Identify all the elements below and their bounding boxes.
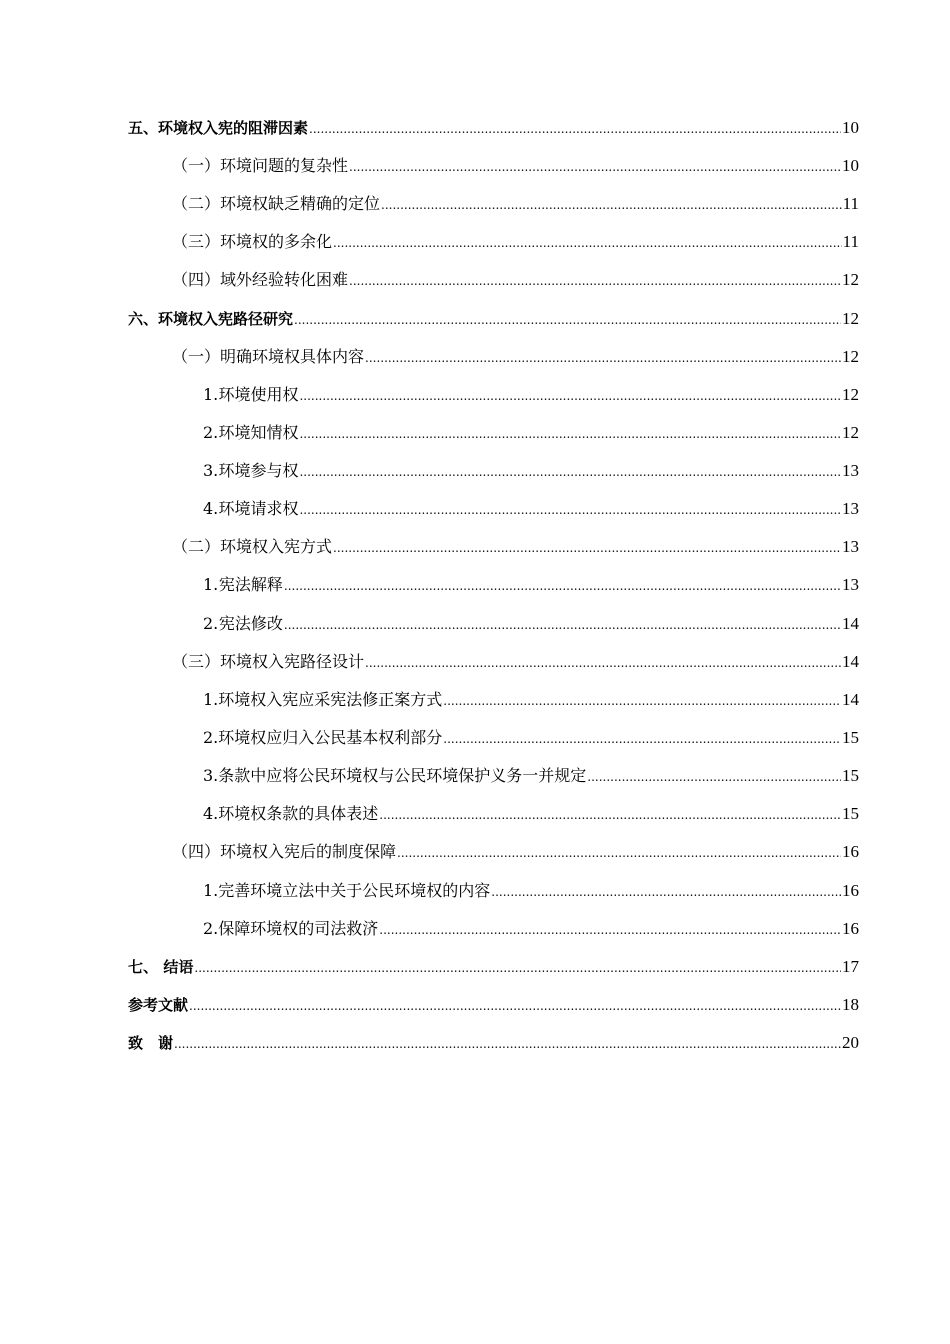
toc-entry[interactable] bbox=[203, 612, 859, 636]
dot-leader bbox=[587, 765, 841, 789]
toc-entry[interactable] bbox=[203, 573, 859, 597]
toc-entry[interactable] bbox=[172, 840, 859, 864]
toc-entry-number: （一） bbox=[172, 347, 221, 366]
dot-leader bbox=[365, 651, 841, 675]
toc-entry[interactable] bbox=[128, 116, 859, 140]
dot-leader bbox=[365, 346, 841, 370]
toc-entry-title: 环境权入宪路径研究 bbox=[158, 310, 294, 328]
dot-leader bbox=[379, 803, 841, 827]
toc-entry[interactable] bbox=[203, 764, 859, 788]
toc-entry-number: （三） bbox=[172, 652, 221, 671]
toc-entry-page: 12 bbox=[842, 385, 859, 404]
toc-entry-page: 20 bbox=[842, 1033, 859, 1052]
toc-entry-page: 10 bbox=[842, 156, 859, 175]
toc-entry[interactable] bbox=[128, 955, 859, 979]
toc-entry-number: 2. bbox=[203, 728, 219, 747]
dot-leader bbox=[284, 574, 841, 598]
toc-entry[interactable] bbox=[128, 307, 859, 331]
toc-entry-page: 16 bbox=[842, 842, 859, 861]
toc-entry-number: 五、 bbox=[128, 119, 159, 137]
toc-entry-title: 环境权入宪路径设计 bbox=[220, 652, 365, 671]
toc-entry-page: 15 bbox=[842, 728, 859, 747]
toc-entry[interactable] bbox=[203, 421, 859, 445]
toc-entry[interactable] bbox=[172, 345, 859, 369]
toc-entry[interactable] bbox=[172, 268, 859, 292]
toc-entry-title: 宪法修改 bbox=[218, 614, 283, 633]
dot-leader bbox=[189, 994, 841, 1018]
toc-entry-title: 环境权的多余化 bbox=[220, 232, 333, 251]
toc-entry[interactable] bbox=[128, 993, 859, 1017]
toc-entry-number: （四） bbox=[172, 842, 221, 861]
dot-leader bbox=[443, 727, 841, 751]
toc-entry-title: 结语 bbox=[163, 958, 194, 976]
toc-entry[interactable] bbox=[128, 1031, 859, 1055]
toc-entry-number: 4. bbox=[203, 499, 219, 518]
toc-entry[interactable] bbox=[203, 459, 859, 483]
dot-leader bbox=[309, 117, 841, 141]
dot-leader bbox=[349, 269, 841, 293]
toc-entry-title: 宪法解释 bbox=[218, 575, 283, 594]
toc-entry-page: 13 bbox=[842, 499, 859, 518]
toc-entry-number: 3. bbox=[203, 766, 219, 785]
toc-entry-title: 环境权入宪后的制度保障 bbox=[220, 842, 397, 861]
toc-entry-number: 1. bbox=[203, 690, 219, 709]
toc-entry-title: 完善环境立法中关于公民环境权的内容 bbox=[218, 881, 491, 900]
toc-entry-page: 14 bbox=[842, 690, 859, 709]
toc-entry[interactable] bbox=[203, 726, 859, 750]
toc-entry-page: 15 bbox=[842, 804, 859, 823]
toc-entry-title: 环境权应归入公民基本权利部分 bbox=[218, 728, 443, 747]
toc-entry-page: 17 bbox=[842, 957, 859, 976]
toc-entry-page: 13 bbox=[842, 537, 859, 556]
toc-entry-title: 环境权入宪的阻滞因素 bbox=[158, 119, 309, 137]
toc-entry-number: 2. bbox=[203, 423, 219, 442]
toc-entry-title: 环境权条款的具体表述 bbox=[218, 804, 379, 823]
toc-entry-title: 环境参与权 bbox=[218, 461, 299, 480]
toc-entry-title: 环境使用权 bbox=[218, 385, 299, 404]
toc-entry[interactable] bbox=[203, 383, 859, 407]
toc-entry-number: （四） bbox=[172, 270, 221, 289]
toc-entry-number: 2. bbox=[203, 919, 219, 938]
dot-leader bbox=[379, 918, 841, 942]
toc-entry-page: 16 bbox=[842, 919, 859, 938]
dot-leader bbox=[443, 689, 841, 713]
toc-entry-title: 致 谢 bbox=[128, 1034, 174, 1052]
dot-leader bbox=[349, 155, 841, 179]
toc-entry-page: 14 bbox=[842, 652, 859, 671]
dot-leader bbox=[299, 498, 841, 522]
toc-entry-page: 11 bbox=[842, 232, 859, 251]
toc-entry-number: （二） bbox=[172, 194, 221, 213]
toc-entry-number: 七、 bbox=[128, 958, 159, 976]
toc-entry-number: 六、 bbox=[128, 310, 159, 328]
toc-entry-page: 15 bbox=[842, 766, 859, 785]
toc-entry[interactable] bbox=[172, 650, 859, 674]
toc-entry-page: 11 bbox=[842, 194, 859, 213]
toc-entry-number: 1. bbox=[203, 385, 219, 404]
toc-entry-page: 16 bbox=[842, 881, 859, 900]
toc-entry-title: 环境权入宪应采宪法修正案方式 bbox=[218, 690, 443, 709]
toc-entry[interactable] bbox=[203, 497, 859, 521]
toc-entry-number: 4. bbox=[203, 804, 219, 823]
dot-leader bbox=[284, 613, 841, 637]
toc-entry-title: 环境请求权 bbox=[218, 499, 299, 518]
toc-entry-page: 12 bbox=[842, 309, 859, 328]
toc-entry[interactable] bbox=[172, 154, 859, 178]
toc-entry-title: 环境问题的复杂性 bbox=[220, 156, 349, 175]
dot-leader bbox=[299, 422, 841, 446]
toc-entry[interactable] bbox=[172, 535, 859, 559]
toc-entry-number: （二） bbox=[172, 537, 221, 556]
toc-entry-title: 环境权入宪方式 bbox=[220, 537, 333, 556]
dot-leader bbox=[333, 536, 841, 560]
toc-entry[interactable] bbox=[203, 917, 859, 941]
toc-entry[interactable] bbox=[203, 802, 859, 826]
toc-entry[interactable] bbox=[203, 688, 859, 712]
dot-leader bbox=[491, 880, 841, 904]
toc-entry-title: 环境知情权 bbox=[218, 423, 299, 442]
toc-entry-number: 2. bbox=[203, 614, 219, 633]
dot-leader bbox=[194, 956, 841, 980]
toc-entry-number: （三） bbox=[172, 232, 221, 251]
dot-leader bbox=[299, 460, 841, 484]
dot-leader bbox=[174, 1032, 841, 1056]
toc-entry-title: 保障环境权的司法救济 bbox=[218, 919, 379, 938]
toc-entry-number: 3. bbox=[203, 461, 219, 480]
toc-entry-title: 参考文献 bbox=[128, 996, 189, 1014]
toc-entry[interactable] bbox=[172, 192, 859, 216]
dot-leader bbox=[381, 193, 842, 217]
dot-leader bbox=[397, 841, 841, 865]
toc-entry-page: 13 bbox=[842, 461, 859, 480]
dot-leader bbox=[333, 231, 842, 255]
toc-entry-page: 10 bbox=[842, 118, 859, 137]
dot-leader bbox=[294, 308, 841, 332]
toc-entry-title: 明确环境权具体内容 bbox=[220, 347, 365, 366]
toc-entry-title: 域外经验转化困难 bbox=[220, 270, 349, 289]
toc-entry[interactable] bbox=[203, 879, 859, 903]
toc-entry-title: 条款中应将公民环境权与公民环境保护义务一并规定 bbox=[218, 766, 587, 785]
toc-entry[interactable] bbox=[172, 230, 859, 254]
toc-entry-page: 14 bbox=[842, 614, 859, 633]
toc-entry-title: 环境权缺乏精确的定位 bbox=[220, 194, 381, 213]
dot-leader bbox=[299, 384, 841, 408]
toc-entry-page: 12 bbox=[842, 270, 859, 289]
toc-entry-page: 13 bbox=[842, 575, 859, 594]
toc-entry-number: （一） bbox=[172, 156, 221, 175]
toc-entry-page: 12 bbox=[842, 423, 859, 442]
toc-entry-number: 1. bbox=[203, 881, 219, 900]
toc-entry-page: 18 bbox=[842, 995, 859, 1014]
toc-entry-number: 1. bbox=[203, 575, 219, 594]
toc-entry-page: 12 bbox=[842, 347, 859, 366]
